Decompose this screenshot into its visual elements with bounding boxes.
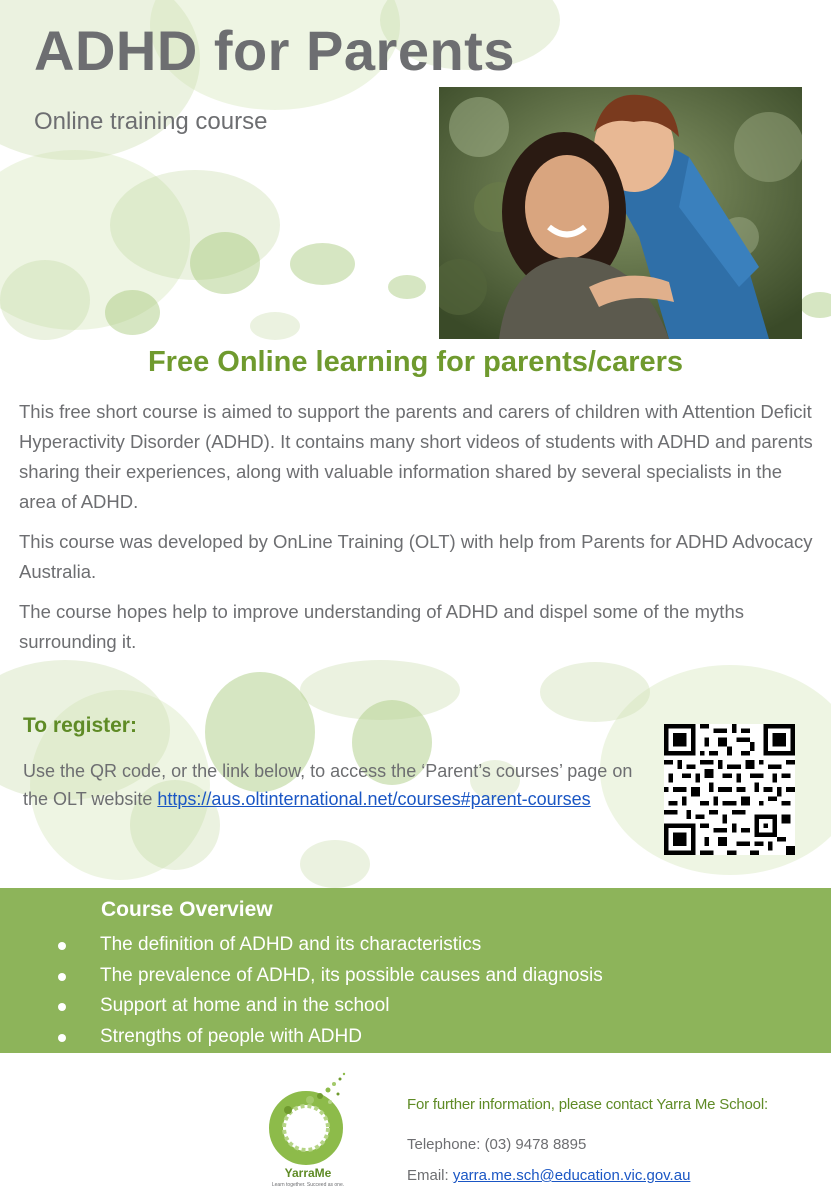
page-title: ADHD for Parents	[34, 19, 515, 82]
decor-bubble	[105, 290, 160, 335]
intro-paragraph: This course was developed by OnLine Training (OLT) with help from Parents for ADHD Advocacy Australia.	[19, 531, 813, 582]
list-item: The prevalence of ADHD, its possible causes and diagnosis	[58, 961, 603, 992]
school-logo	[258, 1070, 358, 1198]
intro-text	[19, 397, 819, 667]
list-item: The definition of ADHD and its characteristics	[58, 930, 603, 961]
course-overview-title: Course Overview	[101, 898, 273, 921]
decor-bubble	[190, 232, 260, 294]
register-heading: To register:	[23, 714, 137, 737]
email-link[interactable]: yarra.me.sch@education.vic.gov.au	[452, 1167, 691, 1184]
decor-bubble	[0, 260, 90, 340]
decor-bubble	[250, 312, 300, 340]
course-overview-list	[58, 930, 603, 1052]
register-text	[23, 757, 648, 813]
contact-heading: For further information, please contact Yarra Me School:	[407, 1096, 768, 1113]
logo-name: YarraMe	[284, 1166, 332, 1180]
course-overview	[0, 888, 831, 1053]
intro-paragraph: This free short course is aimed to support the parents and carers of children with Attention Deficit Hyperactivity Disorder (ADHD). It contains many short videos of students with ADHD and parents sharing their experiences, along with valuable information shared by several specialists in the area of ADHD.	[19, 401, 813, 512]
register-instructions: Use the QR code, or the link below, to access the ‘Parent’s courses’ page on the OLT website	[23, 761, 633, 809]
section-heading: Free Online learning for parents/carers	[147, 346, 684, 378]
page-subtitle: Online training course	[34, 108, 268, 135]
decor-bubble	[290, 243, 355, 285]
decor-bubble	[300, 840, 370, 888]
decor-bubble	[300, 660, 460, 720]
qr-code[interactable]	[664, 724, 795, 855]
email-label: Email:	[407, 1167, 453, 1184]
register-link[interactable]: https://aus.oltinternational.net/courses#parent-courses	[157, 789, 591, 809]
decor-bubble	[800, 292, 831, 318]
contact-telephone: Telephone: (03) 9478 8895	[407, 1136, 587, 1153]
parent-child-photo	[439, 87, 802, 339]
list-item: Strengths of people with ADHD	[58, 1022, 603, 1053]
logo-ring-icon	[258, 1070, 358, 1170]
list-item: Support at home and in the school	[58, 991, 603, 1022]
logo-tagline: Learn together. Succeed as one.	[271, 1182, 345, 1188]
contact-email	[407, 1167, 690, 1184]
decor-bubble	[388, 275, 426, 299]
intro-paragraph: The course hopes help to improve understanding of ADHD and dispel some of the myths surrounding it.	[19, 601, 744, 652]
